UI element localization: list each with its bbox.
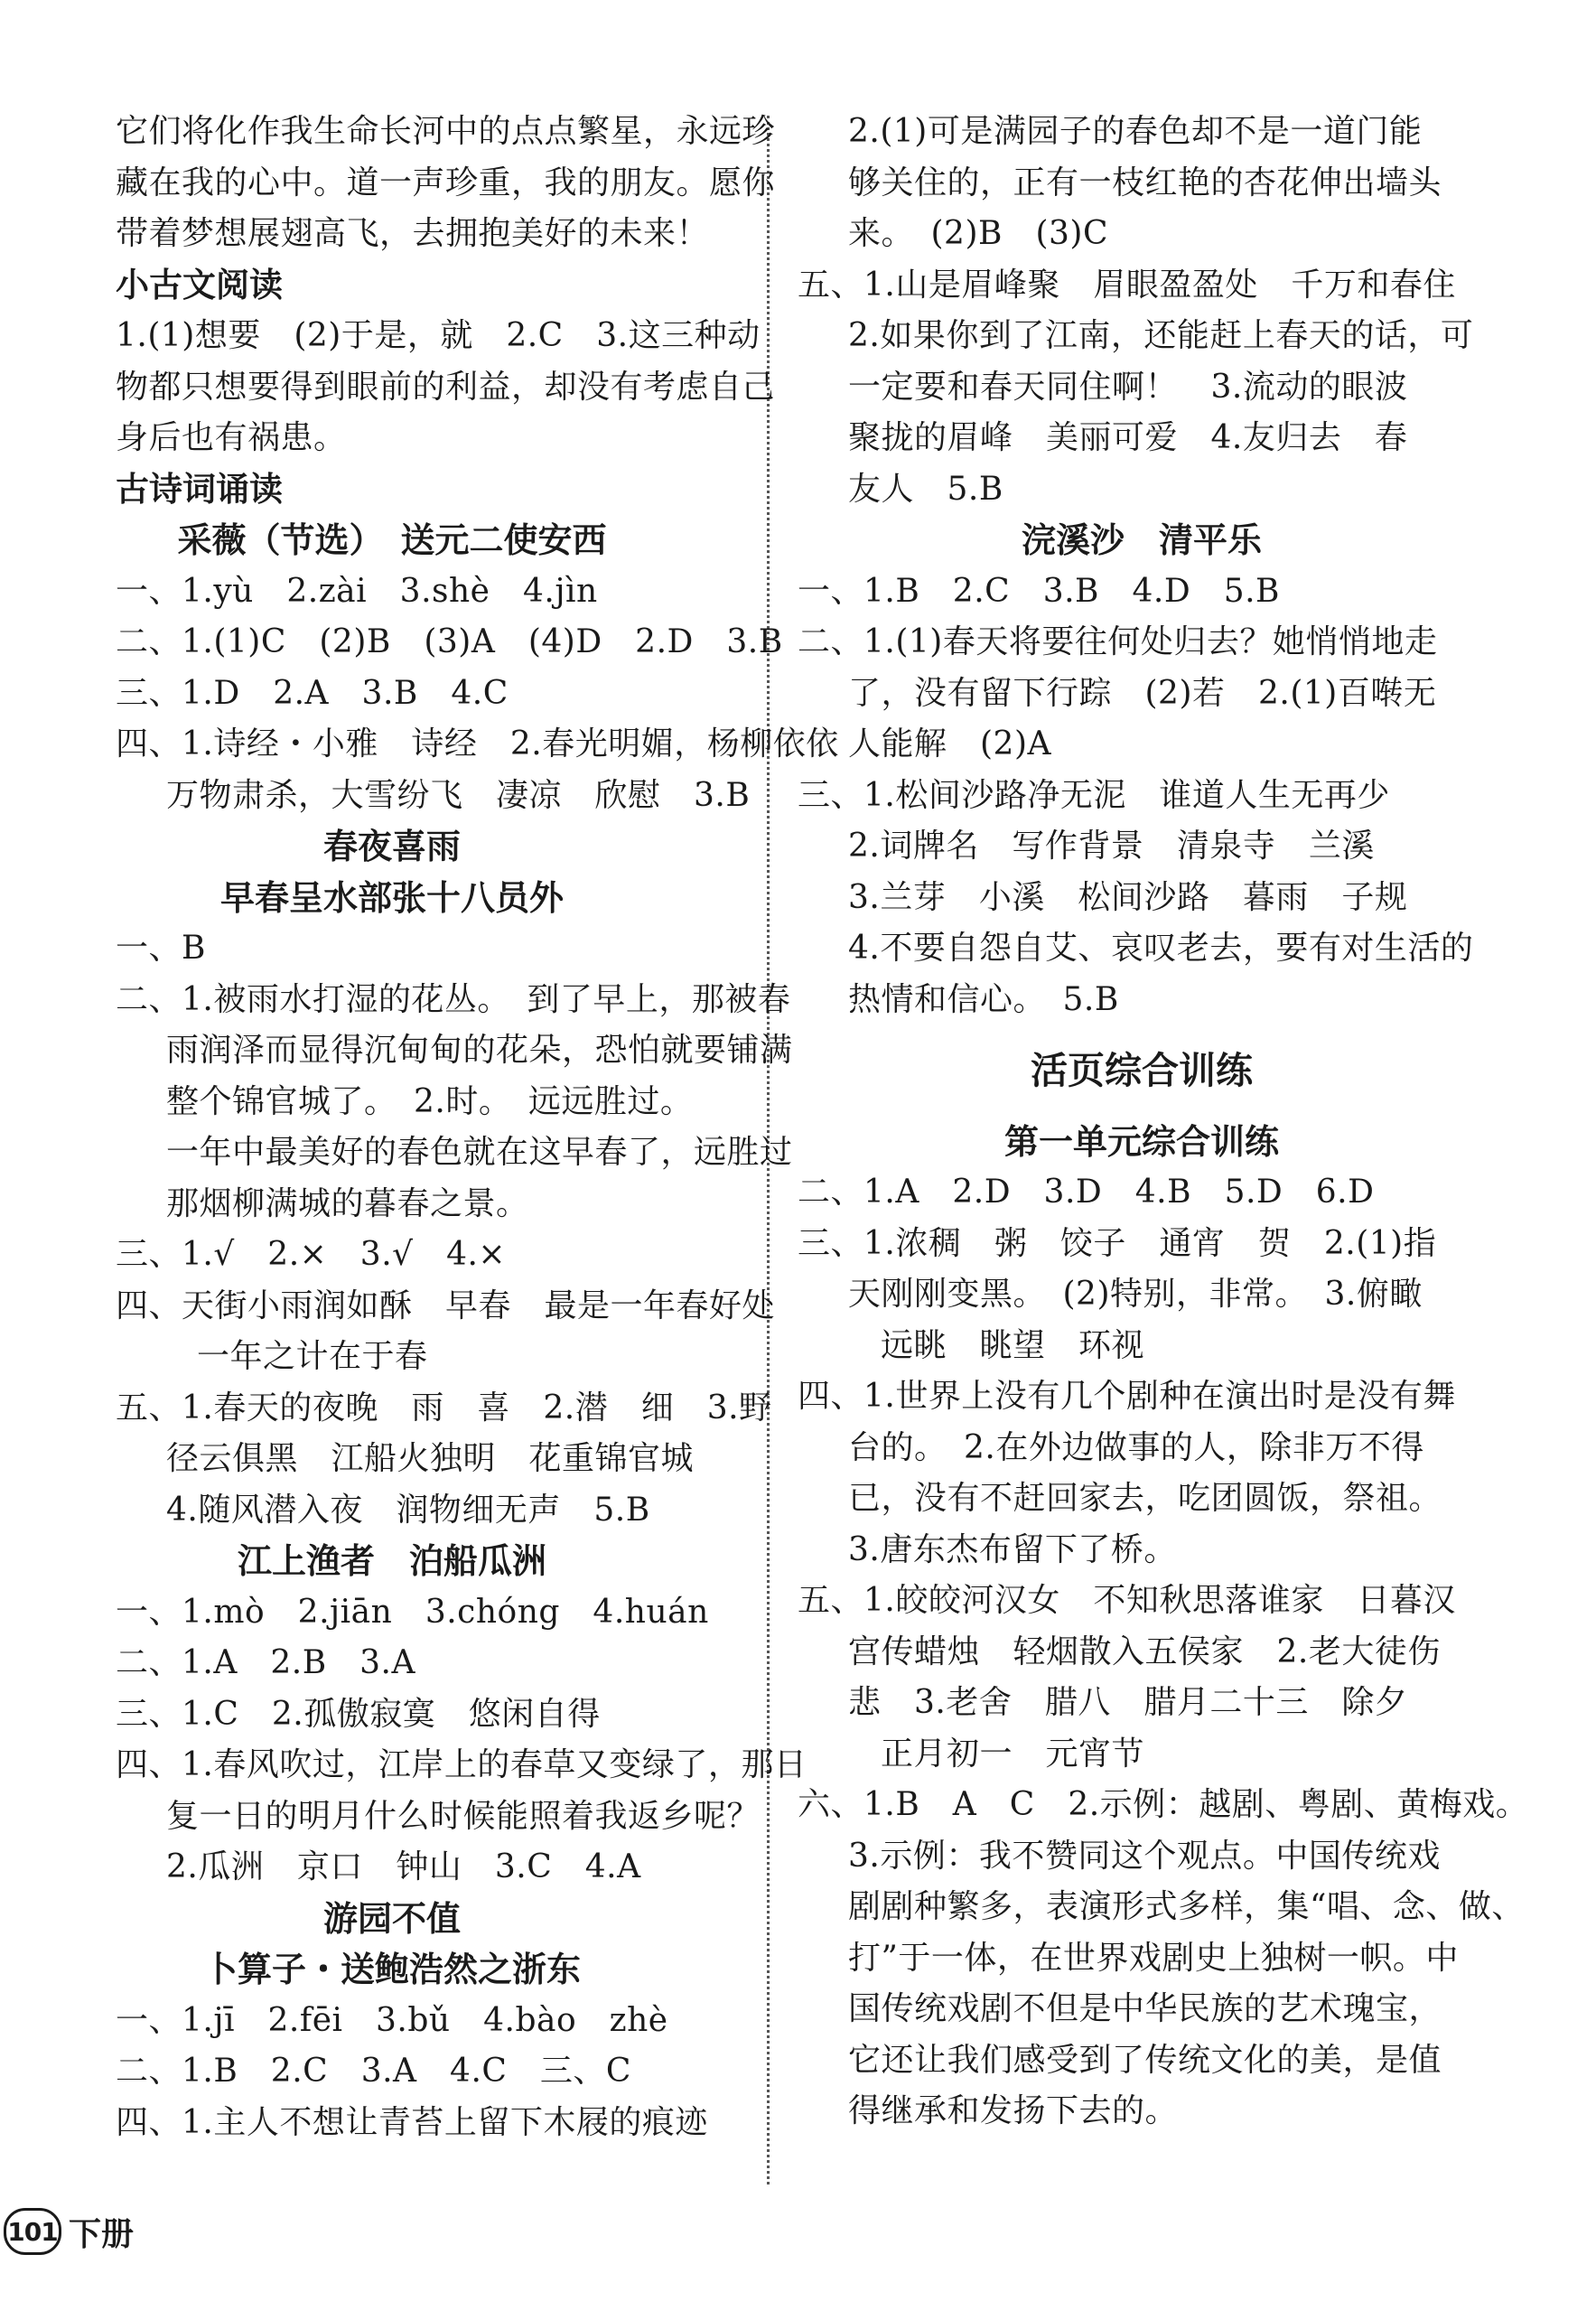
answer-line: 得继承和发扬下去的。 [848, 2092, 1179, 2129]
answer-line: 二、1.B 2.C 3.A 4.C 三、C [116, 2053, 631, 2090]
answer-line: 友人 5.B [848, 470, 1003, 508]
answer-line: 人能解 (2)A [848, 725, 1051, 762]
answer-line: 二、1.(1)C (2)B (3)A (4)D 2.D 3.B [116, 623, 783, 660]
answer-line: 一、1.jī 2.fēi 3.bǔ 4.bào zhè [116, 2001, 668, 2039]
answer-line: 四、天街小雨润如酥 早春 最是一年春好处 [116, 1286, 776, 1324]
answer-line: 远眺 眺望 环视 [881, 1326, 1145, 1364]
answer-line: 4.不要自怨自艾、哀叹老去，要有对生活的 [848, 930, 1474, 967]
answer-line: 宫传蜡烛 轻烟散入五侯家 2.老大徒伤 [848, 1632, 1441, 1670]
answer-line: 那烟柳满城的暮春之景。 [166, 1184, 529, 1222]
section-heading: 小古文阅读 [116, 265, 283, 304]
right-column [798, 107, 1529, 2138]
lesson-title: 第一单元综合训练 [1003, 1121, 1279, 1162]
answer-line: 一年中最美好的春色就在这早春了，远胜过 [166, 1134, 793, 1171]
answer-line: 2.词牌名 写作背景 清泉寺 兰溪 [848, 828, 1375, 865]
answer-line: 四、1.主人不想让青苔上留下木屐的痕迹 [116, 2103, 708, 2141]
answer-line: 打”于一体，在世界戏剧史上独树一帜。中 [848, 1939, 1459, 1977]
answer-line: 3.示例：我不赞同这个观点。中国传统戏 [848, 1837, 1441, 1875]
answer-line: 它还让我们感受到了传统文化的美，是值 [848, 2041, 1442, 2079]
answer-line: 1.(1)想要 (2)于是，就 2.C 3.这三种动 [116, 317, 761, 354]
answer-line: 五、1.皎皎河汉女 不知秋思落谁家 日暮汉 [798, 1582, 1456, 1619]
answer-line: 2.瓜洲 京口 钟山 3.C 4.A [166, 1848, 641, 1885]
answer-line: 三、1.松间沙路净无泥 谁道人生无再少 [798, 776, 1390, 814]
lesson-title: 江上渔者 泊船瓜洲 [237, 1541, 546, 1581]
lesson-title: 浣溪沙 清平乐 [1021, 520, 1262, 560]
answer-line: 五、1.春天的夜晚 雨 喜 2.潜 细 3.野 [116, 1389, 772, 1427]
answer-line: 五、1.山是眉峰聚 眉眼盈盈处 千万和春住 [798, 266, 1456, 304]
lesson-title: 采薇（节选） 送元二使安西 [177, 520, 607, 560]
answer-line: 复一日的明月什么时候能照着我返乡呢？ [166, 1797, 761, 1835]
lesson-title: 卜算子・送鲍浩然之浙东 [202, 1950, 581, 1989]
answer-line: 剧剧种繁多，表演形式多样，集“唱、念、做、 [848, 1888, 1525, 1925]
answer-line: 2.如果你到了江南，还能赶上春天的话，可 [848, 317, 1474, 354]
answer-line: 一、1.B 2.C 3.B 4.D 5.B [798, 572, 1281, 610]
answer-line: 三、1.D 2.A 3.B 4.C [116, 674, 509, 712]
answer-line: 天刚刚变黑。 (2)特别，非常。 3.俯瞰 [848, 1276, 1423, 1313]
answer-line: 2.(1)可是满园子的春色却不是一道门能 [848, 113, 1423, 150]
answer-line: 4.随风潜入夜 润物细无声 5.B [166, 1491, 650, 1529]
answer-line: 正月初一 元宵节 [881, 1735, 1145, 1773]
answer-line: 整个锦官城了。 2.时。 远远胜过。 [166, 1082, 694, 1120]
answer-line: 物都只想要得到眼前的利益，却没有考虑自己 [116, 368, 776, 406]
answer-line: 二、1.A 2.B 3.A [116, 1644, 415, 1681]
answer-line: 藏在我的心中。道一声珍重，我的朋友。愿你 [116, 164, 776, 201]
answer-line: 二、1.被雨水打湿的花丛。 到了早上，那被春 [116, 980, 791, 1018]
answer-line: 热情和信心。 5.B [848, 980, 1119, 1018]
answer-line: 一年之计在于春 [197, 1338, 428, 1375]
answer-line: 聚拢的眉峰 美丽可爱 4.友归去 春 [848, 419, 1408, 456]
answer-line: 四、1.诗经・小雅 诗经 2.春光明媚，杨柳依依 [116, 725, 839, 762]
answer-line: 一、B [116, 930, 206, 967]
answer-line: 一定要和春天同住啊！ 3.流动的眼波 [848, 368, 1408, 406]
answer-line: 三、1.√ 2.× 3.√ 4.× [116, 1236, 507, 1273]
section-title: 活页综合训练 [1031, 1049, 1253, 1092]
page-footer [4, 2204, 134, 2259]
answer-line: 径云俱黑 江船火独明 花重锦官城 [166, 1440, 695, 1477]
answer-line: 一、1.mò 2.jiān 3.chóng 4.huán [116, 1593, 709, 1631]
answer-line: 三、1.C 2.孤傲寂寞 悠闲自得 [116, 1695, 601, 1733]
answer-line: 3.兰芽 小溪 松间沙路 暮雨 子规 [848, 878, 1408, 916]
lesson-title: 春夜喜雨 [322, 827, 461, 866]
lesson-title: 游园不值 [322, 1898, 461, 1939]
answer-line: 台的。 2.在外边做事的人，除非万不得 [848, 1428, 1424, 1466]
answer-line: 四、1.春风吹过，江岸上的春草又变绿了，那日 [116, 1746, 807, 1783]
answer-line: 身后也有祸患。 [116, 419, 347, 456]
volume-label: 下册 [69, 2215, 135, 2253]
section-heading: 古诗词诵读 [116, 469, 283, 509]
answer-line: 够关住的，正有一枝红艳的杏花伸出墙头 [848, 164, 1442, 201]
answer-line: 悲 3.老舍 腊八 腊月二十三 除夕 [848, 1684, 1408, 1721]
answer-line: 3.唐东杰布留下了桥。 [848, 1530, 1177, 1568]
page-number-badge: 101 [4, 2208, 61, 2255]
answer-line: 一、1.yù 2.zài 3.shè 4.jìn [116, 572, 598, 610]
lesson-title: 早春呈水部张十八员外 [219, 877, 564, 918]
answer-line: 已，没有不赶回家去，吃团圆饭，祭祖。 [848, 1480, 1442, 1517]
left-column [31, 107, 839, 2148]
answer-line: 万物肃杀，大雪纷飞 凄凉 欣慰 3.B [166, 776, 751, 814]
answer-line: 来。 (2)B (3)C [848, 215, 1108, 252]
answer-line: 二、1.A 2.D 3.D 4.B 5.D 6.D [798, 1174, 1375, 1211]
answer-line: 二、1.(1)春天将要往何处归去？她悄悄地走 [798, 623, 1438, 660]
answer-line: 雨润泽而显得沉甸甸的花朵，恐怕就要铺满 [166, 1032, 793, 1069]
answer-line: 四、1.世界上没有几个剧种在演出时是没有舞 [798, 1378, 1456, 1415]
answer-line: 三、1.浓稠 粥 饺子 通宵 贺 2.(1)指 [798, 1224, 1437, 1262]
answer-line: 带着梦想展翅高飞，去拥抱美好的未来！ [116, 215, 710, 252]
answer-line: 六、1.B A C 2.示例：越剧、粤剧、黄梅戏。 [798, 1786, 1529, 1823]
answer-line: 国传统戏剧不但是中华民族的艺术瑰宝， [848, 1990, 1442, 2027]
answer-line: 了，没有留下行踪 (2)若 2.(1)百啭无 [848, 674, 1437, 712]
answer-line: 它们将化作我生命长河中的点点繁星，永远珍 [116, 113, 776, 150]
